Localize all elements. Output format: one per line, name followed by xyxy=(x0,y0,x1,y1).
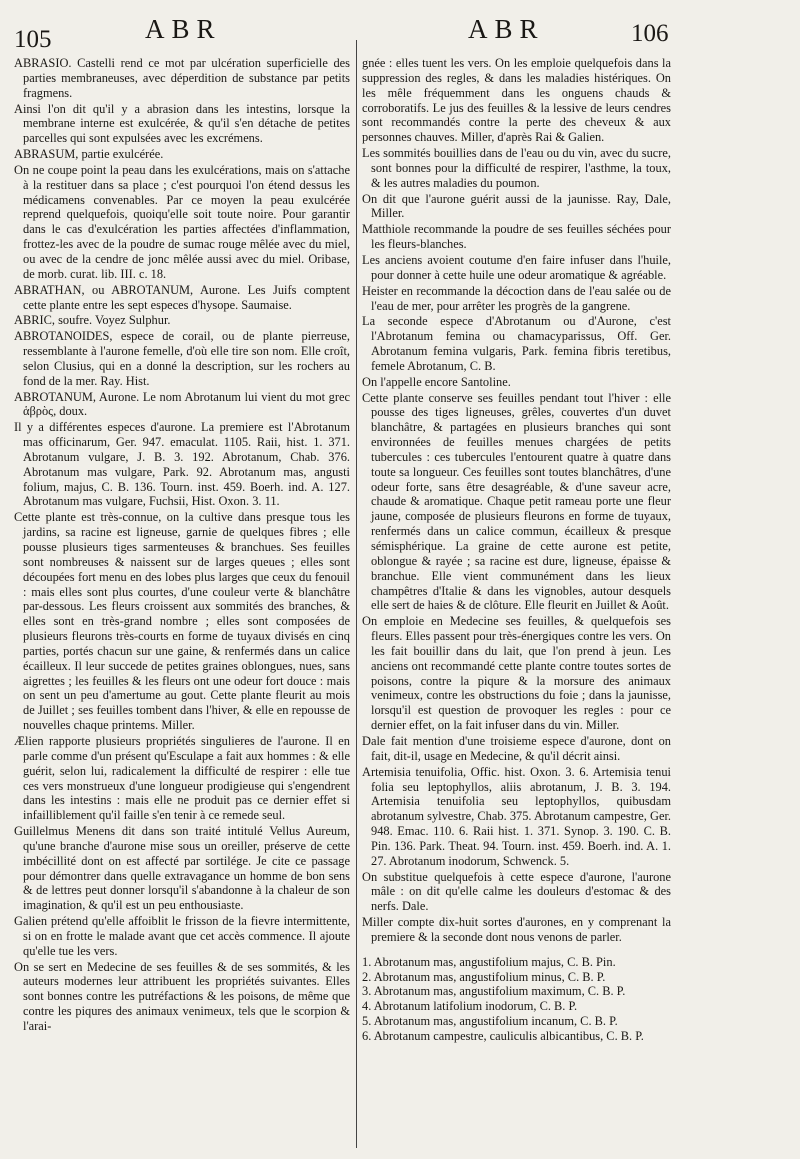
entry-paragraph: On emploie en Medecine ses feuilles, & quelquefois ses fleurs. Elles passent pour très-énergiques contre les vers. On les fait bouillir dans du lait, que l'on prend à jeun. Les anciens ont recommandé cette plante contre toutes sortes de poisons, contre la piqure & la morsure des animaux venimeux, contre les obstructions du foie ; dans la jaunisse, lorsqu'il est question de provoquer les regles : pour ce dernier effet, on la fait infuser dans du vin. Miller. xyxy=(362,614,671,733)
entry-paragraph: ABRASIO. Castelli rend ce mot par ulcération superficielle des parties membraneuses, avec déperdition de substance par petits fragmens. xyxy=(14,56,350,100)
entry-paragraph: Artemisia tenuifolia, Offic. hist. Oxon. 3. 6. Artemisia tenui folia seu leptophyllos, aliis abrotanum, J. B. 3. 194. Artemisia tenuifolia seu leptophyllos, quibusdam abrotanum sylvestre, Chab. 375. Abrotanum campestre, Ger. 948. Emac. 110. 6. Raii hist. 1. 371. Synop. 3. 190. C. B. Pin. 136. Park. Theat. 94. Tourn. inst. 459. Boerh. ind. A. 1. 27. Abrotanum inodorum, Schwenck. 5. xyxy=(362,764,671,868)
entry-paragraph: La seconde espece d'Abrotanum ou d'Aurone, c'est l'Abrotanum femina ou chamacyparissus, Off. Ger. Abrotanum femina vulgaris, Park. femina fibris teretibus, femele Abrotanum, C. B. xyxy=(362,314,671,373)
entry-paragraph: Heister en recommande la décoction dans de l'eau salée ou de l'eau de mer, pour arrêter les progrès de la gangrene. xyxy=(362,283,671,313)
entry-paragraph: Guillelmus Menens dit dans son traité intitulé Vellus Aureum, qu'une branche d'aurone mise sous un oreiller, préserve de cette imbécillité dont on est affecté par sortilége. Je cite ce passage pour démontrer dans quelle extravagance un homme de bon sens & de lettres peut donner lorsqu'il s'abandonne à la chaleur de son imagination, & qu'il est un peu enthousiaste. xyxy=(14,824,350,913)
entry-paragraph: Il y a différentes especes d'aurone. La premiere est l'Abrotanum mas officinarum, Ger. 947. emaculat. 1105. Raii, hist. 1. 371. Abrotanum vulgare, J. B. 3. 192. Abrotanum, Chab. 376. Abrotanum mas vulgare, Park. 92. Abrotanum mas, angusti folium, majus, C. B. 136. Tourn. inst. 459. Boerh. ind. A. 127. Abrotanum mas vulgare, Fuchsii, Hist. Oxon. 3. 11. xyxy=(14,420,350,509)
list-item: 6. Abrotanum campestre, cauliculis albicantibus, C. B. P. xyxy=(362,1029,644,1043)
list-item: 1. Abrotanum mas, angustifolium majus, C. B. Pin. xyxy=(362,954,616,969)
entry-paragraph: On substitue quelquefois à cette espece d'aurone, l'aurone mâle : on dit qu'elle calme les douleurs d'estomac & des nerfs. Dale. xyxy=(362,869,671,914)
entry-paragraph: On dit que l'aurone guérit aussi de la jaunisse. Ray, Dale, Miller. xyxy=(362,191,671,221)
entry-paragraph: Ælien rapporte plusieurs propriétés singulieres de l'aurone. Il en parle comme d'un présent qu'Esculape a fait aux hommes : & elle guérit, selon lui, radicalement la difficulté de respirer : elle tue ces vers monstrueux d'une longueur prodigieuse qui s'engendrent dans les intestins : mais elle ne produit pas ce dernier effet si infailliblement qu'il faille s'en tenir à ce remede seul. xyxy=(14,733,350,823)
list-item: 3. Abrotanum mas, angustifolium maximum, C. B. P. xyxy=(362,984,626,999)
entry-paragraph: Cette plante est très-connue, on la cultive dans presque tous les jardins, sa racine est ligneuse, garnie de quelques fibres ; elle pousse plusieurs tiges sarmenteuses & branchues. Ses feuilles sont nombreuses & naissent sur de larges queues ; elles sont découpées fort menu en des lobes plus larges que ceux du fenouil : mais elles sont plus courtes, d'une couleur verte & blanchâtre par-dessous. Les fleurs croissent aux sommités des branches, & elles sont en très-grand nombre ; elles sont composées de plusieurs fleurons très-courts en forme de tuyaux divisés en cinq parties, portés chacun sur une gaine, & renfermés dans un calice écailleux. Il leur succede de petites graines oblongues, nues, sans aigrettes ; les feuilles & les fleurs ont une odeur fort douce : mais on sent un peu d'amertume au gout. Cette plante fleurit au mois de Juillet ; ses feuilles tombent dans l'hiver, & elle en repousse de nouvelles chaque printems. Miller. xyxy=(14,510,350,733)
running-header xyxy=(0,0,800,53)
entry-paragraph: gnée : elles tuent les vers. On les emploie quelquefois dans la suppression des regles, & dans les maladies histériques. On les mêle fréquemment dans les onguens chauds & corroboratifs. Le jus des feuilles & la lessive de leurs cendres sont recommandés contre la perte des cheveux & aux personnes chauves. Miller, d'après Rai & Galien. xyxy=(362,56,671,145)
entry-paragraph: Matthiole recommande la poudre de ses feuilles séchées pour les fleurs-blanches. xyxy=(362,222,671,252)
species-list xyxy=(362,955,671,1044)
right-column xyxy=(362,56,671,1148)
column-divider xyxy=(356,40,357,1148)
left-column xyxy=(14,56,350,1148)
entry-paragraph: ABRIC, soufre. Voyez Sulphur. xyxy=(14,313,171,328)
left-running-head: ABR xyxy=(145,14,222,44)
entry-paragraph: On l'appelle encore Santoline. xyxy=(362,374,511,389)
right-page-number: 106 xyxy=(631,20,669,47)
entry-paragraph: Galien prétend qu'elle affoiblit le frisson de la fievre intermittente, si on en frotte le malade avant que cet accès commence. Il ajoute qu'elle tue les vers. xyxy=(14,914,350,958)
right-running-head: ABR xyxy=(468,14,545,44)
entry-paragraph: ABRASUM, partie exulcérée. xyxy=(14,147,164,162)
entry-paragraph: Miller compte dix-huit sortes d'aurones, en y comprenant la premiere & la seconde dont nous venons de parler. xyxy=(362,915,671,944)
list-item: 4. Abrotanum latifolium inodorum, C. B. P. xyxy=(362,999,578,1014)
entry-paragraph: ABRATHAN, ou ABROTANUM, Aurone. Les Juifs comptent cette plante entre les sept especes d'hysope. Saumaise. xyxy=(14,282,350,312)
entry-paragraph: Les anciens avoient coutume d'en faire infuser dans l'huile, pour donner à cette huile une odeur aromatique & agréable. xyxy=(362,252,671,282)
entry-paragraph: Les sommités bouillies dans de l'eau ou du vin, avec du sucre, sont bonnes pour la difficulté de respirer, l'asthme, la toux, & les autres maladies du poumon. xyxy=(362,146,671,190)
list-item: 5. Abrotanum mas, angustifolium incanum, C. B. P. xyxy=(362,1014,618,1029)
entry-paragraph: Ainsi l'on dit qu'il y a abrasion dans les intestins, lorsque la membrane interne est exulcérée, & qu'il s'en détache de petites parcelles qui sont expulsées avec les excrémens. xyxy=(14,101,350,146)
list-item: 2. Abrotanum mas, angustifolium minus, C. B. P. xyxy=(362,969,606,984)
entry-paragraph: ABROTANUM, Aurone. Le nom Abrotanum lui vient du mot grec ἁβρὸς, doux. xyxy=(14,389,350,419)
entry-paragraph: On se sert en Medecine de ses feuilles & de ses sommités, & les auteurs modernes leur attribuent les propriétés suivantes. Elles sont bonnes contre les putréfactions & les poisons, de même que contre les piqures des animaux venimeux, tels que le scorpion & l'arai- xyxy=(14,959,350,1033)
entry-paragraph: Cette plante conserve ses feuilles pendant tout l'hiver : elle pousse des tiges ligneuses, grêles, couvertes d'un duvet blanchâtre, & partagées en plusieurs branches qui sont environnées de feuilles menues chargées de petits tubercules : ces tubercules l'entourent quatre à quatre dans toute sa longueur. Ces feuilles sont toutes blanchâtres, d'une odeur forte, sans être desagréable, & d'une saveur acre, chaude & aromatique. Chaque petit rameau porte une fleur jaune, composée de plusieurs fleurons en forme de tuyaux, renfermés dans un calice commun, écailleux & presque sémisphérique. La graine de cette aurone est petite, oblongue & rayée ; sa racine est dure, ligneuse, épaisse & branchue. Elle vient communément dans les lieux champêtres d'Italie & dans les vignobles, autour desquels elle sert de haies & de clôture. Elle fleurit en Juillet & Août. xyxy=(362,390,671,613)
left-page-number: 105 xyxy=(14,26,52,53)
entry-paragraph: Dale fait mention d'une troisieme espece d'aurone, dont on fait, dit-il, usage en Medecine, & qu'il décrit ainsi. xyxy=(362,733,671,763)
entry-paragraph: On ne coupe point la peau dans les exulcérations, mais on s'attache à la restituer dans sa place ; c'est pourquoi l'on étend dessus les médicamens convenables. Par ce moyen la peau exulcérée reprend quelquefois, quoiqu'elle soit toute noire. Pour garantir dans le cas d'exulcération les parties affectées d'inflammation, frottez-les avec de la poudre de sumac rouge mêlée avec du miel, ou avec de la cendre de jonc mêlée aussi avec du miel. Oribase, de morb. curat. lib. III. c. 18. xyxy=(14,162,350,281)
entry-paragraph: ABROTANOIDES, espece de corail, ou de plante pierreuse, ressemblante à l'aurone femelle, d'où elle tire son nom. Elle croît, selon Clusius, qui en a donné la description, sur les rochers au fond de la mer. Ray. Hist. xyxy=(14,329,350,388)
